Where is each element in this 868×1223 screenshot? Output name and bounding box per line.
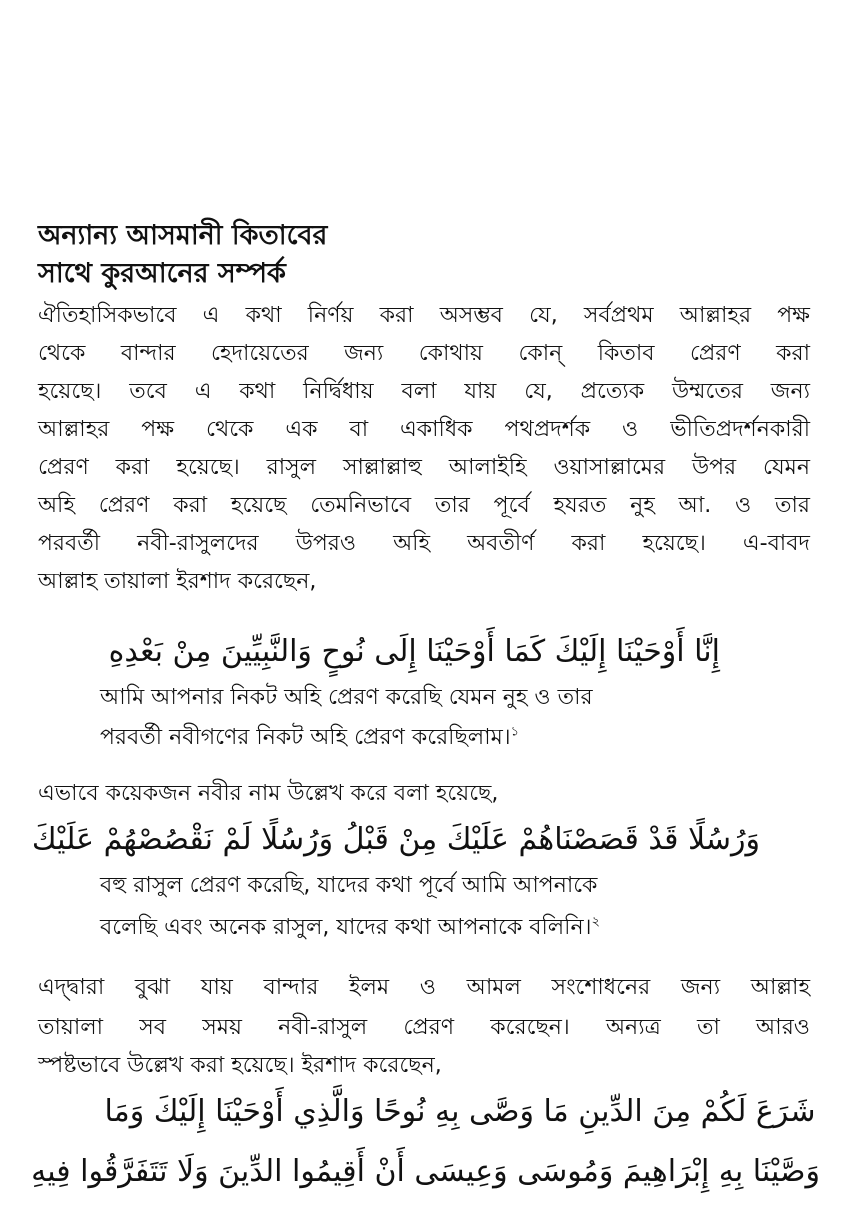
paragraph-1-line: হয়েছে। তবে এ কথা নির্দ্বিধায় বলা যায় যে, প্রত্যেক উম্মতের জন্য (38, 379, 810, 404)
verse-1-translation-line: আমি আপনার নিকট অহি প্রেরণ করেছি যেমন নুহ ও তার (100, 685, 593, 710)
section-heading-line-2: সাথে কুরআনের সম্পর্ক (38, 258, 286, 289)
verse-1-translation-line: পরবর্তী নবীগণের নিকট অহি প্রেরণ করেছিলাম।$^১$ (100, 724, 520, 750)
paragraph-1-line: থেকে বান্দার হেদায়েতের জন্য কোথায় কোন্ কিতাব প্রেরণ করা (38, 341, 810, 366)
arabic-verse-2: وَرُسُلًا قَدْ قَصَصْنَاهُمْ عَلَيْكَ مِنْ قَبْلُ وَرُسُلًا لَمْ نَقْصُصْهُمْ عَلَيْكَ (31, 822, 760, 857)
arabic-verse-3-line-1: شَرَعَ لَكُمْ مِنَ الدِّينِ مَا وَصَّى بِهِ نُوحًا وَالَّذِي أَوْحَيْنَا إِلَيْكَ وَمَا (104, 1094, 816, 1129)
paragraph-1-line: ঐতিহাসিকভাবে এ কথা নির্ণয় করা অসম্ভব যে, সর্বপ্রথম আল্লাহর পক্ষ (38, 303, 810, 328)
paragraph-2: এভাবে কয়েকজন নবীর নাম উল্লেখ করে বলা হয়েছে, (38, 781, 499, 806)
paragraph-1-line: আল্লাহ তায়ালা ইরশাদ করেছেন, (38, 569, 317, 594)
paragraph-1-line: আল্লাহর পক্ষ থেকে এক বা একাধিক পথপ্রদর্শক ও ভীতিপ্রদর্শনকারী (38, 417, 810, 442)
paragraph-3-line: স্পষ্টভাবে উল্লেখ করা হয়েছে। ইরশাদ করেছেন, (38, 1053, 442, 1078)
paragraph-1-line: অহি প্রেরণ করা হয়েছে তেমনিভাবে তার পূর্বে হযরত নুহ আ. ও তার (38, 493, 810, 518)
paragraph-1-line: প্রেরণ করা হয়েছে। রাসুল সাল্লাল্লাহু আলাইহি ওয়াসাল্লামের উপর যেমন (38, 455, 810, 480)
arabic-verse-1: إِنَّا أَوْحَيْنَا إِلَيْكَ كَمَا أَوْحَيْنَا إِلَى نُوحٍ وَالنَّبِيِّينَ مِنْ بَعْدِهِ (108, 634, 720, 669)
paragraph-3-line: তায়ালা সব সময় নবী-রাসুল প্রেরণ করেছেন। অন্যত্র তা আরও (38, 1015, 810, 1040)
verse-2-translation-line: বহু রাসুল প্রেরণ করেছি, যাদের কথা পূর্বে আমি আপনাকে (100, 873, 598, 898)
paragraph-3-line: এদ্দ্বারা বুঝা যায় বান্দার ইলম ও আমল সংশোধনের জন্য আল্লাহ (38, 975, 810, 1000)
arabic-verse-3-line-2: وَصَّيْنَا بِهِ إِبْرَاهِيمَ وَمُوسَى وَعِيسَى أَنْ أَقِيمُوا الدِّينَ وَلَا تَتَفَرَّقُوا فِيهِ (31, 1154, 820, 1189)
verse-2-translation-line: বলেছি এবং অনেক রাসুল, যাদের কথা আপনাকে বলিনি।$^২$ (100, 914, 600, 940)
footnote-marker: ২ (591, 914, 600, 930)
footnote-marker: ১ (510, 724, 520, 740)
section-heading-line-1: অন্যান্য আসমানী কিতাবের (38, 220, 328, 251)
paragraph-1-line: পরবর্তী নবী-রাসুলদের উপরও অহি অবতীর্ণ করা হয়েছে। এ-বাবদ (38, 531, 810, 556)
